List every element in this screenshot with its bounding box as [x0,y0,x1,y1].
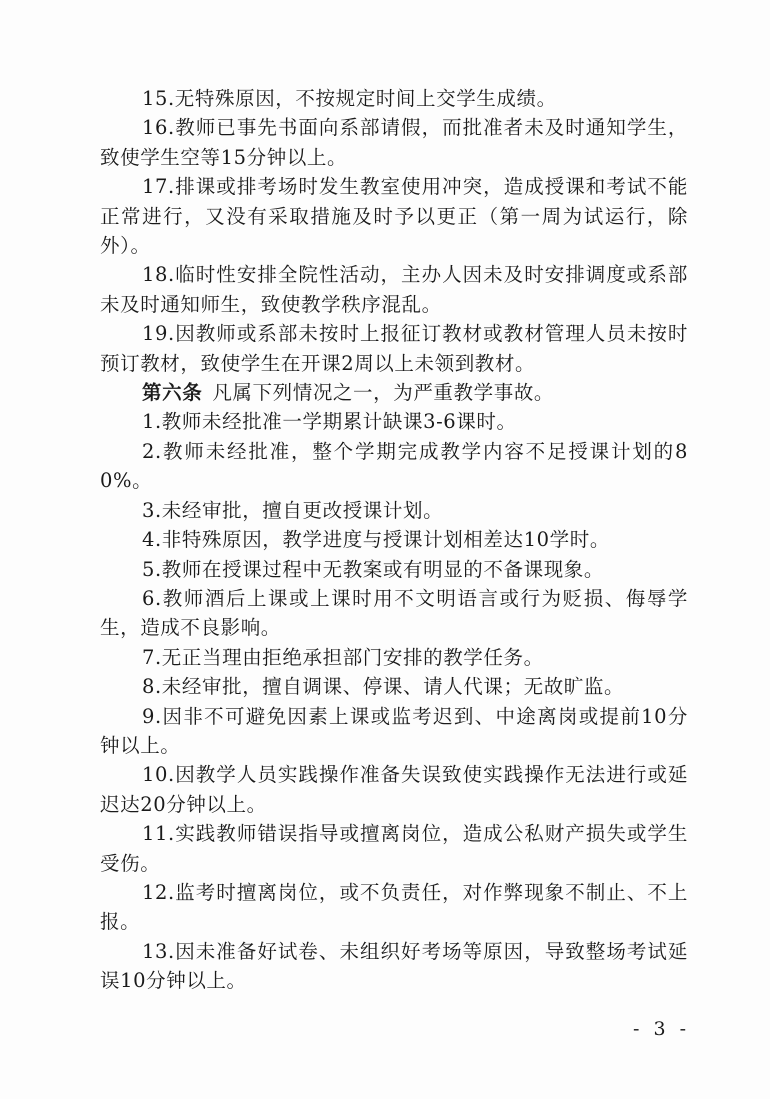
paragraph-3: 3.未经审批，擅自更改授课计划。 [142,498,444,522]
paragraph-6: 6.教师酒后上课或上课时用不文明语言或行为贬损、侮辱学生，造成不良影响。 [100,586,688,640]
paragraph-2: 2.教师未经批准，整个学期完成教学内容不足授课计划的80%。 [100,439,688,493]
paragraph-19: 19.因教师或系部未按时上报征订教材或教材管理人员未按时预订教材，致使学生在开课2周以上未领到教材。 [100,322,688,375]
paragraph-13: 13.因未准备好试卷、未组织好考场等原因，导致整场考试延误10分钟以上。 [100,939,688,993]
paragraph-1: 1.教师未经批准一学期累计缺课3-6课时。 [142,410,517,434]
paragraph-7: 7.无正当理由拒绝承担部门安排的教学任务。 [142,645,544,669]
paragraph-10: 10.因教学人员实践操作准备失误致使实践操作无法进行或延迟达20分钟以上。 [100,763,688,816]
paragraph-18: 18.临时性安排全院性活动，主办人因未及时安排调度或系部未及时通知师生，致使教学秩序混乱。 [100,263,688,316]
article-six [100,378,688,407]
paragraph-16: 16.教师已事先书面向系部请假，而批准者未及时通知学生，致使学生空等15分钟以上。 [100,116,688,169]
paragraph-9: 9.因非不可避免因素上课或监考迟到、中途离岗或提前10分钟以上。 [100,704,688,757]
paragraph-8: 8.未经审批，擅自调课、停课、请人代课；无故旷监。 [142,675,625,699]
document-body [100,84,688,996]
paragraph-5: 5.教师在授课过程中无教案或有明显的不备课现象。 [142,557,605,581]
paragraph-4: 4.非特殊原因，教学进度与授课计划相差达10学时。 [142,528,610,552]
paragraph-12: 12.监考时擅离岗位，或不负责任，对作弊现象不制止、不上报。 [100,880,688,934]
article-six-text: 凡属下列情况之一，为严重教学事故。 [212,381,555,405]
paragraph-11: 11.实践教师错误指导或擅离岗位，造成公私财产损失或学生受伤。 [100,822,688,875]
article-six-heading: 第六条 [142,381,203,405]
paragraph-17: 17.排课或排考场时发生教室使用冲突，造成授课和考试不能正常进行，又没有采取措施及时予以更正（第一周为试运行，除外）。 [100,175,688,258]
paragraph-15: 15.无特殊原因，不按规定时间上交学生成绩。 [142,87,557,110]
page-number: - 3 - [632,1018,690,1040]
